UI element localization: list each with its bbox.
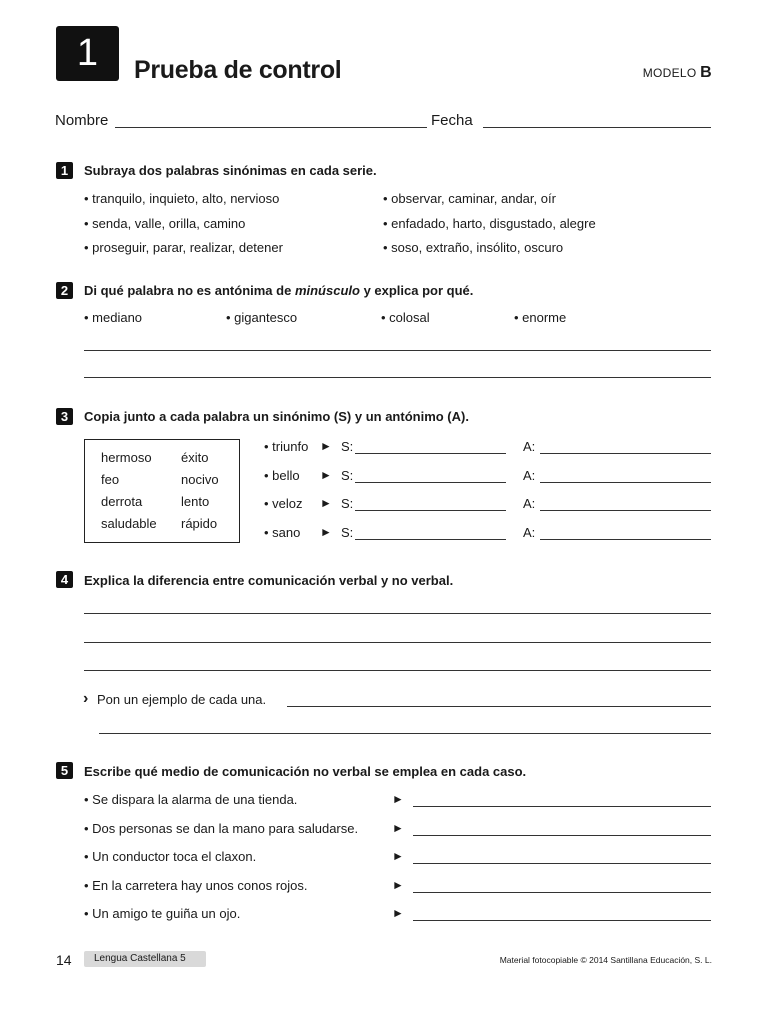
q2-option[interactable]: • enorme [514,310,567,325]
answer-line[interactable] [413,863,711,864]
page-title: Prueba de control [134,56,342,84]
word-bank-word: feo [101,472,120,487]
chevron-right-icon: › [83,690,89,707]
q1-series[interactable]: • enfadado, harto, disgustado, alegre [383,216,596,231]
question-4-number: 4 [56,571,73,588]
answer-line[interactable] [413,806,711,807]
word-bank-word: saludable [101,516,157,531]
arrow-icon: ► [392,821,404,835]
word-bank-word: hermoso [101,450,152,465]
arrow-icon: ► [392,906,404,920]
question-3-number: 3 [56,408,73,425]
answer-line[interactable] [84,642,711,643]
antonym-field[interactable] [540,453,711,454]
word-bank-word: éxito [181,450,209,465]
question-5-number: 5 [56,762,73,779]
q2-option[interactable]: • gigantesco [226,310,298,325]
q3-word: • bello [264,468,300,483]
question-5-text: Escribe qué medio de comunicación no verbal se emplea en cada caso. [84,764,527,779]
model-label [643,64,712,82]
synonym-field[interactable] [355,539,506,540]
q5-item: • Se dispara la alarma de una tienda. [84,792,298,807]
question-1-number: 1 [56,162,73,179]
q3-word: • triunfo [264,439,309,454]
q5-item: • Un conductor toca el claxon. [84,849,257,864]
q3-word: • sano [264,525,301,540]
antonym-label: A: [523,439,536,454]
antonym-label: A: [523,525,536,540]
question-2-text [84,283,473,298]
date-label: Fecha [431,112,473,129]
question-2-text-post: y explica por qué. [359,283,474,298]
answer-line[interactable] [287,706,711,707]
synonym-field[interactable] [355,510,506,511]
arrow-icon: ► [320,496,332,510]
word-bank-word: derrota [101,494,143,509]
synonym-field[interactable] [355,482,506,483]
unit-number-badge: 1 [56,26,119,81]
q1-series[interactable]: • observar, caminar, andar, oír [383,191,556,206]
synonym-label: S: [341,496,354,511]
q2-option[interactable]: • colosal [381,310,430,325]
synonym-label: S: [341,468,354,483]
page-number: 14 [56,952,72,968]
answer-line[interactable] [99,733,711,734]
q5-item: • Dos personas se dan la mano para saludarse. [84,821,359,836]
answer-line[interactable] [413,835,711,836]
word-bank-word: nocivo [181,472,219,487]
q1-series[interactable]: • tranquilo, inquieto, alto, nervioso [84,191,280,206]
question-2-emphasis: minúsculo [294,283,360,298]
q2-option[interactable]: • mediano [84,310,143,325]
model-letter: B [700,64,712,81]
arrow-icon: ► [392,878,404,892]
question-3-text: Copia junto a cada palabra un sinónimo (S) y un antónimo (A). [84,409,469,424]
answer-line[interactable] [84,377,711,378]
synonym-field[interactable] [355,453,506,454]
question-4-subtext: Pon un ejemplo de cada una. [97,692,267,707]
answer-line[interactable] [84,350,711,351]
question-2-text-pre: Di qué palabra no es antónima de [84,283,295,298]
word-bank-word: lento [181,494,210,509]
antonym-field[interactable] [540,482,711,483]
q5-item: • En la carretera hay unos conos rojos. [84,878,308,893]
word-bank-box [84,439,240,543]
antonym-field[interactable] [540,539,711,540]
arrow-icon: ► [392,849,404,863]
answer-line[interactable] [84,613,711,614]
q1-series[interactable]: • senda, valle, orilla, camino [84,216,246,231]
book-title-tag: Lengua Castellana 5 [84,951,206,967]
antonym-label: A: [523,496,536,511]
question-2-number: 2 [56,282,73,299]
arrow-icon: ► [320,468,332,482]
name-label: Nombre [55,112,109,129]
antonym-field[interactable] [540,510,711,511]
date-field[interactable] [483,127,711,128]
synonym-label: S: [341,525,354,540]
q5-item: • Un amigo te guiña un ojo. [84,906,241,921]
synonym-label: S: [341,439,354,454]
answer-line[interactable] [413,920,711,921]
arrow-icon: ► [320,439,332,453]
q1-series[interactable]: • soso, extraño, insólito, oscuro [383,240,564,255]
question-1-text: Subraya dos palabras sinónimas en cada serie. [84,163,377,178]
question-4-text: Explica la diferencia entre comunicación verbal y no verbal. [84,573,454,588]
q1-series[interactable]: • proseguir, parar, realizar, detener [84,240,283,255]
answer-line[interactable] [84,670,711,671]
arrow-icon: ► [320,525,332,539]
answer-line[interactable] [413,892,711,893]
arrow-icon: ► [392,792,404,806]
word-bank-word: rápido [181,516,218,531]
copyright-notice: Material fotocopiable © 2014 Santillana Educación, S. L. [499,955,712,965]
name-field[interactable] [115,127,427,128]
model-label-text: MODELO [642,66,697,80]
antonym-label: A: [523,468,536,483]
q3-word: • veloz [264,496,303,511]
